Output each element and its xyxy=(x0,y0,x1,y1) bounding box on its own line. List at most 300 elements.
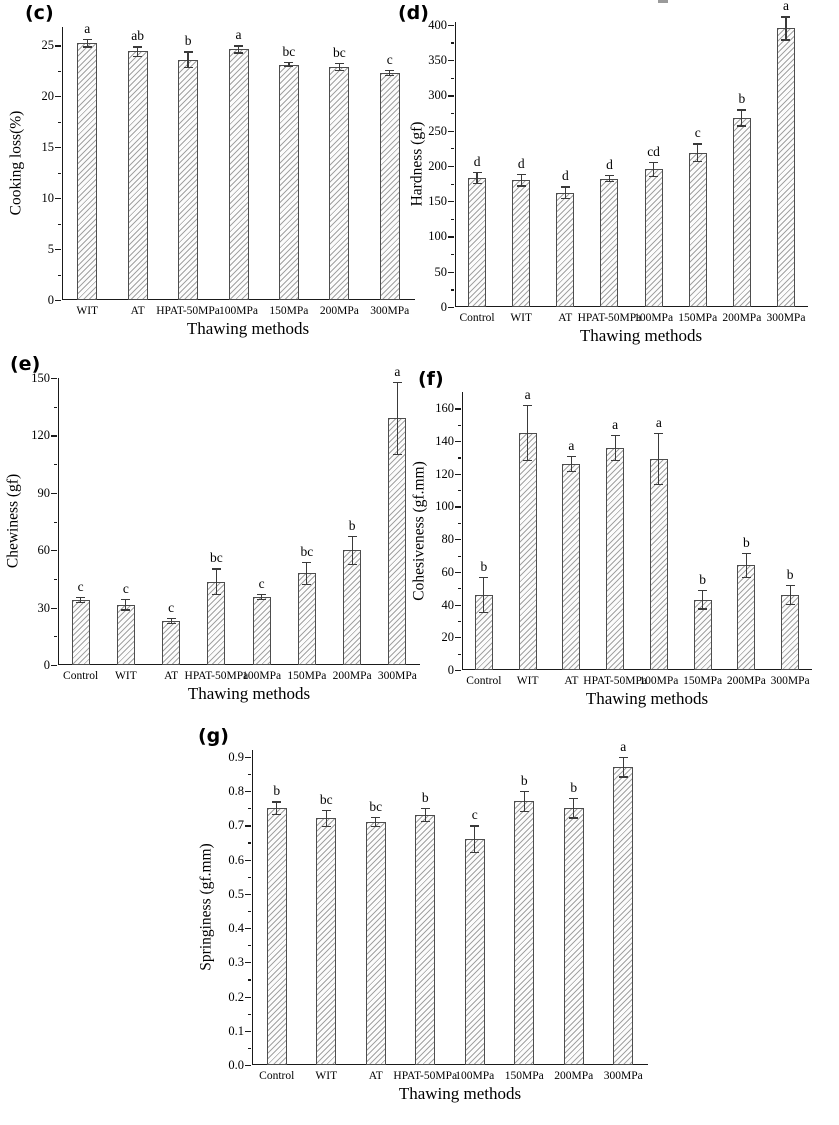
y-minor-tick-mark xyxy=(458,621,462,622)
bar-150mpa xyxy=(689,153,707,307)
error-bar xyxy=(474,825,475,852)
bar-control xyxy=(72,600,90,665)
error-bar-cap-top xyxy=(184,51,193,52)
y-tick-label: 20 xyxy=(41,89,54,104)
y-tick-label: 5 xyxy=(47,242,54,257)
bar-100mpa xyxy=(229,49,249,300)
bar-300mpa xyxy=(777,28,795,307)
error-bar-cap-bottom xyxy=(121,609,130,610)
error-bar-cap-top xyxy=(234,45,243,46)
category-label: WIT xyxy=(510,312,533,324)
y-tick-label: 0 xyxy=(447,663,454,677)
y-tick-label: 25 xyxy=(41,38,54,53)
bar-150mpa xyxy=(279,65,299,300)
y-tick-mark xyxy=(245,997,251,998)
panel-label-c: (c) xyxy=(25,2,54,24)
y-minor-tick-mark xyxy=(58,224,62,225)
category-label: HPAT-50MPa xyxy=(577,312,642,324)
error-bar xyxy=(326,810,327,827)
error-bar xyxy=(658,433,659,485)
y-minor-tick-mark xyxy=(451,42,455,43)
significance-letter: cd xyxy=(647,143,660,159)
significance-letter: b xyxy=(738,91,746,107)
category-label: Control xyxy=(466,675,502,687)
y-minor-tick-mark xyxy=(248,808,252,809)
y-tick-label: 50 xyxy=(434,264,447,279)
category-label: 150MPa xyxy=(287,670,327,682)
significance-letter: c xyxy=(168,600,175,616)
significance-letter: c xyxy=(471,807,478,823)
y-minor-tick-mark xyxy=(451,289,455,290)
y-tick-label: 40 xyxy=(441,597,454,612)
error-bar-cap-top xyxy=(517,174,526,175)
error-bar-cap-bottom xyxy=(322,826,331,827)
error-bar-cap-bottom xyxy=(133,56,142,57)
error-bar-cap-top xyxy=(284,62,293,63)
error-bar xyxy=(276,801,277,815)
y-minor-tick-mark xyxy=(58,122,62,123)
error-bar xyxy=(571,456,572,472)
y-tick-mark xyxy=(245,962,251,963)
significance-letter: a xyxy=(782,0,789,14)
error-bar-cap-top xyxy=(523,405,532,406)
bar-control xyxy=(468,178,486,307)
bar-wit xyxy=(512,180,530,307)
error-bar-cap-bottom xyxy=(605,181,614,182)
significance-letter: c xyxy=(122,580,129,596)
y-tick-label: 0 xyxy=(440,300,447,314)
y-tick-mark xyxy=(448,60,454,61)
y-minor-tick-mark xyxy=(248,1048,252,1049)
error-bar xyxy=(187,51,188,67)
y-tick-label: 200 xyxy=(428,158,447,173)
y-minor-tick-mark xyxy=(458,654,462,655)
category-label: 100MPa xyxy=(639,675,679,687)
y-axis-title-d: Hardness (gf) xyxy=(408,121,426,207)
significance-letter: a xyxy=(612,416,619,432)
significance-letter: b xyxy=(184,33,192,49)
y-tick-label: 160 xyxy=(435,401,454,416)
y-tick-label: 300 xyxy=(428,88,447,103)
error-bar-cap-top xyxy=(470,825,479,826)
category-label: 150MPa xyxy=(683,675,723,687)
error-bar-cap-bottom xyxy=(619,776,628,777)
bar-at xyxy=(128,51,148,300)
significance-letter: a xyxy=(394,363,401,379)
error-bar-cap-top xyxy=(737,109,746,110)
y-tick-mark xyxy=(455,637,461,638)
y-minor-tick-mark xyxy=(248,877,252,878)
error-bar-cap-top xyxy=(83,39,92,40)
error-bar-cap-top xyxy=(133,46,142,47)
category-label: AT xyxy=(130,305,145,317)
bar-100mpa xyxy=(465,839,485,1065)
significance-letter: a xyxy=(620,738,627,754)
plot-area-g xyxy=(252,750,648,1065)
bar-200mpa xyxy=(564,808,584,1065)
significance-letter: a xyxy=(655,414,662,430)
significance-letter: bc xyxy=(300,543,314,559)
y-tick-label: 100 xyxy=(428,229,447,244)
error-bar-cap-bottom xyxy=(473,183,482,184)
error-bar-cap-bottom xyxy=(335,70,344,71)
error-bar xyxy=(306,562,307,585)
y-axis-title-g: Springiness (gf.mm) xyxy=(197,843,215,971)
plot-area-d xyxy=(455,22,808,307)
error-bar-cap-top xyxy=(479,577,488,578)
error-bar-cap-top xyxy=(619,757,628,758)
y-tick-label: 20 xyxy=(441,630,454,645)
error-bar-cap-bottom xyxy=(421,821,430,822)
error-bar-cap-top xyxy=(371,817,380,818)
y-tick-label: 0.8 xyxy=(228,784,244,799)
y-tick-mark xyxy=(55,147,61,148)
bar-300mpa xyxy=(388,418,406,665)
significance-letter: b xyxy=(480,558,488,574)
significance-letter: bc xyxy=(210,550,223,566)
y-tick-mark xyxy=(51,493,57,494)
significance-letter: c xyxy=(77,579,84,595)
significance-letter: a xyxy=(84,21,91,37)
y-tick-mark xyxy=(55,96,61,97)
bar-100mpa xyxy=(650,459,668,670)
category-label: 200MPa xyxy=(554,1070,594,1082)
category-label: 200MPa xyxy=(332,670,372,682)
y-tick-label: 15 xyxy=(41,140,54,155)
category-label: HPAT-50MPa xyxy=(156,305,220,317)
category-label: 300MPa xyxy=(766,312,806,324)
y-minor-tick-mark xyxy=(58,173,62,174)
error-bar-cap-bottom xyxy=(257,599,266,600)
significance-letter: bc xyxy=(282,44,296,60)
significance-letter: b xyxy=(570,779,578,795)
y-tick-label: 80 xyxy=(441,532,454,547)
y-tick-mark xyxy=(51,665,57,666)
y-minor-tick-mark xyxy=(458,523,462,524)
y-tick-label: 0.6 xyxy=(228,852,244,867)
bar-at xyxy=(556,193,574,307)
bar-hpat-50mpa xyxy=(415,815,435,1065)
error-bar-cap-bottom xyxy=(76,602,85,603)
y-tick-mark xyxy=(455,408,461,409)
category-label: HPAT-50MPa xyxy=(583,675,647,687)
category-label: 100MPa xyxy=(242,670,282,682)
significance-letter: ab xyxy=(131,28,145,44)
y-tick-mark xyxy=(51,378,57,379)
error-bar xyxy=(615,435,616,461)
error-bar-cap-bottom xyxy=(234,52,243,53)
y-tick-label: 10 xyxy=(41,191,54,206)
y-tick-label: 0.9 xyxy=(228,749,244,764)
error-bar-cap-top xyxy=(257,594,266,595)
category-label: 150MPa xyxy=(504,1070,544,1082)
y-tick-mark xyxy=(245,1031,251,1032)
y-tick-label: 60 xyxy=(37,543,50,558)
y-minor-tick-mark xyxy=(451,78,455,79)
plot-area-e xyxy=(58,378,420,665)
bar-300mpa xyxy=(613,767,633,1065)
y-tick-label: 90 xyxy=(37,485,50,500)
error-bar-cap-bottom xyxy=(272,814,281,815)
error-bar-cap-top xyxy=(121,599,130,600)
bar-150mpa xyxy=(298,573,316,665)
error-bar-cap-top xyxy=(76,597,85,598)
error-bar-cap-bottom xyxy=(83,46,92,47)
y-tick-mark xyxy=(448,95,454,96)
y-minor-tick-mark xyxy=(451,148,455,149)
cropped-text-artifact xyxy=(658,0,668,3)
significance-letter: c xyxy=(386,51,393,67)
significance-letter: b xyxy=(421,790,429,806)
category-label: 200MPa xyxy=(726,675,766,687)
error-bar xyxy=(785,16,786,40)
x-axis-title-g: Thawing methods xyxy=(398,1084,522,1103)
error-bar xyxy=(741,109,742,126)
bar-150mpa xyxy=(694,600,712,670)
error-bar xyxy=(623,757,624,778)
significance-letter: bc xyxy=(319,791,333,807)
error-bar-cap-top xyxy=(654,433,663,434)
y-axis-title-f: Cohesiveness (gf.mm) xyxy=(410,461,428,601)
error-bar-cap-bottom xyxy=(284,66,293,67)
category-label: Control xyxy=(459,312,495,324)
error-bar-cap-bottom xyxy=(520,811,529,812)
y-minor-tick-mark xyxy=(451,184,455,185)
y-tick-label: 350 xyxy=(428,53,447,68)
y-tick-label: 0.2 xyxy=(228,989,244,1004)
y-tick-mark xyxy=(55,300,61,301)
category-label: 150MPa xyxy=(269,305,309,317)
y-tick-mark xyxy=(245,757,251,758)
y-tick-mark xyxy=(245,1065,251,1066)
x-axis-title-c: Thawing methods xyxy=(186,319,310,338)
y-minor-tick-mark xyxy=(54,636,58,637)
y-tick-label: 140 xyxy=(435,434,454,449)
error-bar-cap-top xyxy=(212,568,221,569)
y-tick-mark xyxy=(245,860,251,861)
y-tick-label: 0.7 xyxy=(228,818,244,833)
error-bar-cap-bottom xyxy=(786,604,795,605)
category-label: 300MPa xyxy=(770,675,810,687)
y-minor-tick-mark xyxy=(54,464,58,465)
category-label: 300MPa xyxy=(377,670,417,682)
y-minor-tick-mark xyxy=(458,556,462,557)
bar-150mpa xyxy=(514,801,534,1065)
y-minor-tick-mark xyxy=(248,842,252,843)
bar-hpat-50mpa xyxy=(178,60,198,300)
y-tick-mark xyxy=(455,670,461,671)
error-bar xyxy=(702,590,703,610)
error-bar xyxy=(425,808,426,822)
error-bar xyxy=(397,382,398,455)
error-bar xyxy=(216,568,217,595)
error-bar-cap-bottom xyxy=(212,594,221,595)
error-bar-cap-bottom xyxy=(470,852,479,853)
error-bar-cap-bottom xyxy=(693,161,702,162)
bar-hpat-50mpa xyxy=(606,448,624,670)
error-bar-cap-bottom xyxy=(393,454,402,455)
y-tick-label: 0 xyxy=(47,293,54,307)
error-bar-cap-bottom xyxy=(737,125,746,126)
error-bar-cap-top xyxy=(335,63,344,64)
y-minor-tick-mark xyxy=(451,113,455,114)
y-minor-tick-mark xyxy=(58,71,62,72)
bar-300mpa xyxy=(380,73,400,300)
error-bar-cap-bottom xyxy=(371,826,380,827)
significance-letter: d xyxy=(473,154,481,170)
bar-200mpa xyxy=(737,565,755,670)
error-bar-cap-bottom xyxy=(654,484,663,485)
bar-100mpa xyxy=(645,169,663,307)
significance-letter: a xyxy=(524,387,531,403)
y-tick-label: 0.5 xyxy=(228,886,244,901)
bar-wit xyxy=(77,43,97,300)
error-bar xyxy=(746,553,747,578)
y-tick-mark xyxy=(245,825,251,826)
category-label: AT xyxy=(564,675,579,687)
y-minor-tick-mark xyxy=(458,490,462,491)
error-bar-cap-top xyxy=(693,143,702,144)
y-tick-mark xyxy=(448,307,454,308)
significance-letter: d xyxy=(606,157,613,173)
error-bar-cap-top xyxy=(605,175,614,176)
category-label: AT xyxy=(164,670,179,682)
error-bar xyxy=(524,791,525,812)
y-minor-tick-mark xyxy=(58,275,62,276)
error-bar-cap-bottom xyxy=(302,584,311,585)
bar-control xyxy=(267,808,287,1065)
category-label: 100MPa xyxy=(634,312,674,324)
error-bar-cap-top xyxy=(561,186,570,187)
error-bar-cap-top xyxy=(272,801,281,802)
category-label: AT xyxy=(368,1070,383,1082)
y-tick-label: 0 xyxy=(43,658,50,672)
significance-letter: b xyxy=(273,783,281,799)
error-bar-cap-bottom xyxy=(479,612,488,613)
error-bar xyxy=(483,577,484,613)
significance-letter: a xyxy=(235,27,242,43)
y-tick-label: 30 xyxy=(37,600,50,615)
x-axis-title-d: Thawing methods xyxy=(579,326,703,345)
y-minor-tick-mark xyxy=(458,425,462,426)
significance-letter: b xyxy=(348,517,356,533)
error-bar-cap-top xyxy=(781,16,790,17)
category-label: 200MPa xyxy=(722,312,762,324)
y-tick-mark xyxy=(51,608,57,609)
y-tick-mark xyxy=(55,45,61,46)
y-minor-tick-mark xyxy=(248,774,252,775)
error-bar xyxy=(790,585,791,605)
significance-letter: bc xyxy=(369,798,383,814)
error-bar-cap-top xyxy=(742,553,751,554)
y-tick-label: 150 xyxy=(31,371,50,385)
error-bar-cap-top xyxy=(473,172,482,173)
y-tick-mark xyxy=(448,201,454,202)
category-label: 100MPa xyxy=(219,305,258,317)
y-minor-tick-mark xyxy=(248,911,252,912)
bar-200mpa xyxy=(343,550,361,665)
panel-label-f: (f) xyxy=(418,368,444,390)
bar-at xyxy=(162,621,180,665)
significance-letter: b xyxy=(743,535,750,551)
y-tick-mark xyxy=(455,605,461,606)
error-bar-cap-top xyxy=(322,810,331,811)
x-axis-title-f: Thawing methods xyxy=(585,689,709,708)
y-minor-tick-mark xyxy=(248,979,252,980)
y-tick-mark xyxy=(455,441,461,442)
y-minor-tick-mark xyxy=(54,522,58,523)
category-label: WIT xyxy=(516,675,539,687)
error-bar-cap-top xyxy=(421,808,430,809)
error-bar-cap-top xyxy=(520,791,529,792)
y-tick-mark xyxy=(448,166,454,167)
error-bar-cap-bottom xyxy=(569,817,578,818)
y-tick-mark xyxy=(448,131,454,132)
error-bar-cap-top xyxy=(302,562,311,563)
panel-label-e: (e) xyxy=(10,353,41,375)
error-bar xyxy=(352,536,353,565)
plot-area-f xyxy=(462,392,812,670)
y-tick-label: 120 xyxy=(31,428,50,443)
y-minor-tick-mark xyxy=(248,945,252,946)
error-bar-cap-top xyxy=(385,70,394,71)
category-label: 300MPa xyxy=(603,1070,643,1082)
category-label: 300MPa xyxy=(370,305,410,317)
y-tick-mark xyxy=(51,550,57,551)
y-minor-tick-mark xyxy=(451,254,455,255)
y-tick-label: 0.3 xyxy=(228,955,244,970)
significance-letter: d xyxy=(517,155,525,171)
bar-hpat-50mpa xyxy=(600,179,618,307)
significance-letter: b xyxy=(699,571,706,587)
error-bar-cap-top xyxy=(649,162,658,163)
y-tick-label: 100 xyxy=(435,499,454,514)
bar-at xyxy=(366,822,386,1065)
error-bar-cap-top xyxy=(611,435,620,436)
error-bar-cap-bottom xyxy=(611,460,620,461)
error-bar-cap-top xyxy=(698,590,707,591)
error-bar xyxy=(653,162,654,178)
y-tick-mark xyxy=(455,539,461,540)
category-label: WIT xyxy=(115,670,137,682)
y-minor-tick-mark xyxy=(54,407,58,408)
y-tick-label: 0.4 xyxy=(228,921,244,936)
y-tick-label: 250 xyxy=(428,123,447,138)
y-tick-mark xyxy=(448,25,454,26)
y-minor-tick-mark xyxy=(248,1014,252,1015)
bar-at xyxy=(562,464,580,670)
y-axis-title-e: Chewiness (gf) xyxy=(4,473,22,569)
bar-wit xyxy=(316,818,336,1065)
category-label: 100MPa xyxy=(455,1070,495,1082)
error-bar-cap-bottom xyxy=(523,460,532,461)
error-bar-cap-bottom xyxy=(385,75,394,76)
significance-letter: a xyxy=(568,437,575,453)
error-bar-cap-bottom xyxy=(561,198,570,199)
category-label: 150MPa xyxy=(678,312,718,324)
bar-200mpa xyxy=(733,118,751,307)
category-label: Control xyxy=(63,670,99,682)
y-tick-mark xyxy=(455,506,461,507)
y-minor-tick-mark xyxy=(458,588,462,589)
error-bar-cap-bottom xyxy=(348,564,357,565)
y-tick-mark xyxy=(245,928,251,929)
significance-letter: c xyxy=(694,125,701,141)
error-bar-cap-top xyxy=(167,618,176,619)
y-tick-mark xyxy=(51,435,57,436)
y-tick-mark xyxy=(455,572,461,573)
y-axis-title-c: Cooking loss(%) xyxy=(7,110,25,216)
